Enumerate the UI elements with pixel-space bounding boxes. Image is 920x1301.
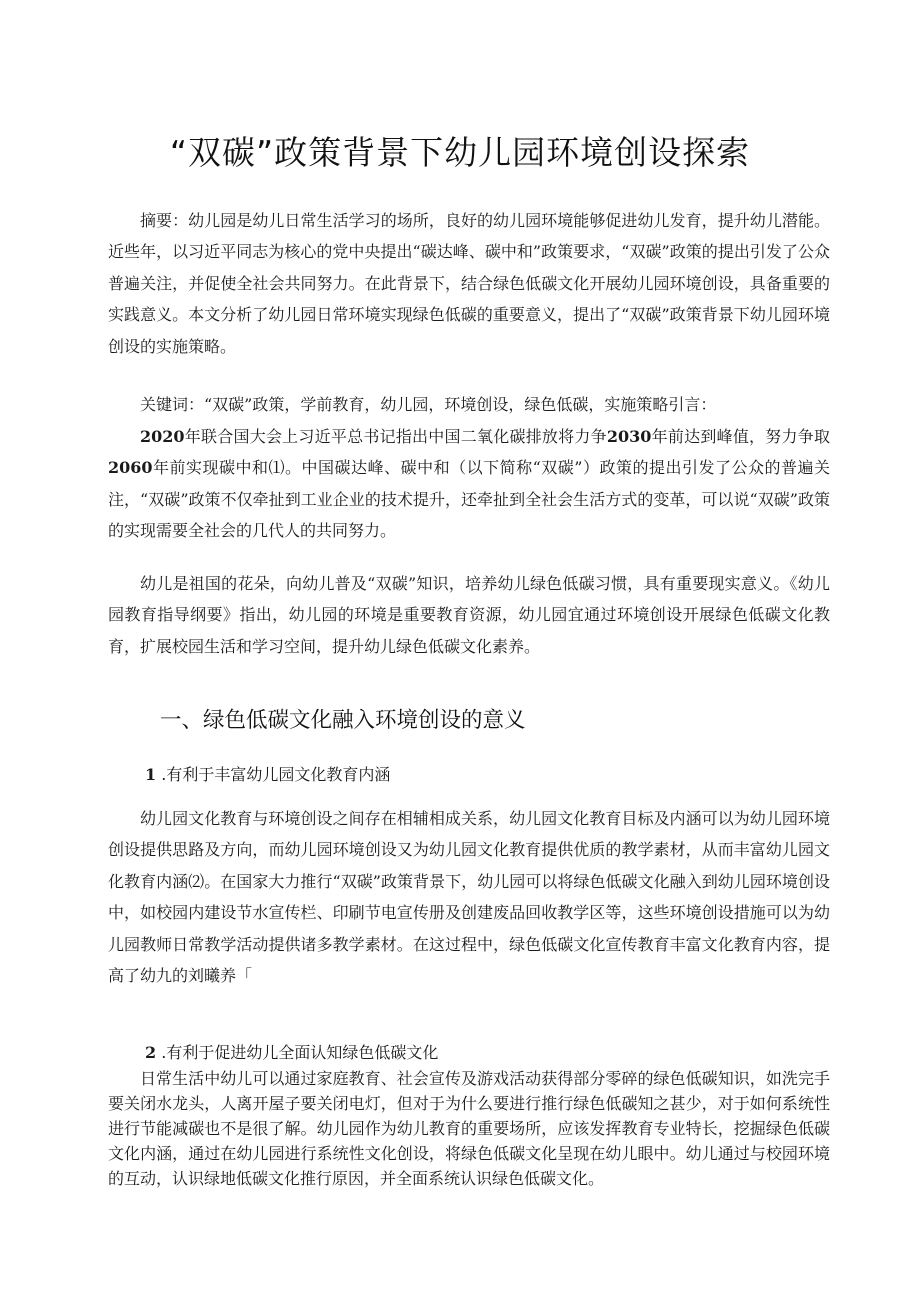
keywords-paragraph: 关键词：“双碳”政策，学前教育，幼儿园，环境创设，绿色低碳，实施策略引言： [140, 395, 717, 414]
subsection-2-title [145, 1038, 438, 1068]
intro-text-1: 年联合国大会上习近平总书记指出中国二氧化碳排放将力争 [184, 427, 607, 446]
intro-year-2020: 2020 [140, 427, 185, 446]
intro-text-2: 年前达到峰值，努力争取 [651, 427, 830, 446]
children-paragraph: 幼儿是祖国的花朵，向幼儿普及“双碳”知识，培养幼儿绿色低碳习惯，具有重要现实意义。《幼儿园教育指导纲要》指出，幼儿园的环境是重要教育资源，幼儿园宜通过环境创设开展绿色低碳文化教育，扩展校园生活和学习空间，提升幼儿绿色低碳文化素养。 [108, 574, 830, 656]
document-title: “双碳”政策背景下幼儿园环境创设探索 [169, 133, 751, 172]
intro-year-2030: 2030 [606, 427, 652, 446]
subsection-2-body: 日常生活中幼儿可以通过家庭教育、社会宣传及游戏活动获得部分零碎的绿色低碳知识，如洗完手要关闭水龙头，人离开屋子要关闭电灯，但对于为什么要进行推行绿色低碳知之甚少，对于如何系统性进行节能减碳也不是很了解。幼儿园作为幼儿教育的重要场所，应该发挥教育专业特长，挖掘绿色低碳文化内涵，通过在幼儿园进行系统性文化创设，将绿色低碳文化呈现在幼儿眼中。幼儿通过与校园环境的互动，认识绿地低碳文化推行原因，并全面系统认识绿色低碳文化。 [108, 1069, 830, 1188]
subsection-1-body: 幼儿园文化教育与环境创设之间存在相辅相成关系，幼儿园文化教育目标及内涵可以为幼儿园环境创设提供思路及方向，而幼儿园环境创设又为幼儿园文化教育提供优质的教学素材，从而丰富幼儿园文化教育内涵⑵。在国家大力推行“双碳”政策背景下，幼儿园可以将绿色低碳文化融入到幼儿园环境创设中，如校园内建设节水宣传栏、印刷节电宣传册及创建废品回收教学区等，这些环境创设措施可以为幼儿园教师日常教学活动提供诸多教学素材。在这过程中，绿色低碳文化宣传教育丰富文化教育内容，提高了幼九的刘曦养「 [108, 809, 830, 986]
intro-paragraph [108, 421, 830, 547]
subsection-1-number: 1 [145, 765, 157, 784]
abstract-paragraph: 摘要：幼儿园是幼儿日常生活学习的场所，良好的幼儿园环境能够促进幼儿发育，提升幼儿潜能。近些年，以习近平同志为核心的党中央提出“碳达峰、碳中和”政策要求，“双碳”政策的提出引发了公众普遍关注，并促使全社会共同努力。在此背景下，结合绿色低碳文化开展幼儿园环境创设，具备重要的实践意义。本文分析了幼儿园日常环境实现绿色低碳的重要意义，提出了“双碳”政策背景下幼儿园环境创设的实施策略。 [108, 211, 830, 356]
intro-year-2060: 2060 [108, 458, 153, 478]
section-1-heading: 一、绿色低碳文化融入环境创设的意义 [160, 708, 526, 733]
intro-text-3: 年前实现碳中和⑴。中国碳达峰、碳中和（以下简称“双碳”）政策的提出引发了公众的普遍关注，“双碳”政策不仅牵扯到工业企业的技术提升，还牵扯到全社会生活方式的变革，可以说“双碳”政策的实现需要全社会的几代人的共同努力。 [108, 458, 830, 541]
subsection-1-title [145, 760, 390, 790]
subsection-2-title-text: .有利于促进幼儿全面认知绿色低碳文化 [161, 1043, 439, 1062]
subsection-2-number: 2 [145, 1043, 157, 1062]
subsection-1-title-text: .有利于丰富幼儿园文化教育内涵 [161, 765, 391, 784]
